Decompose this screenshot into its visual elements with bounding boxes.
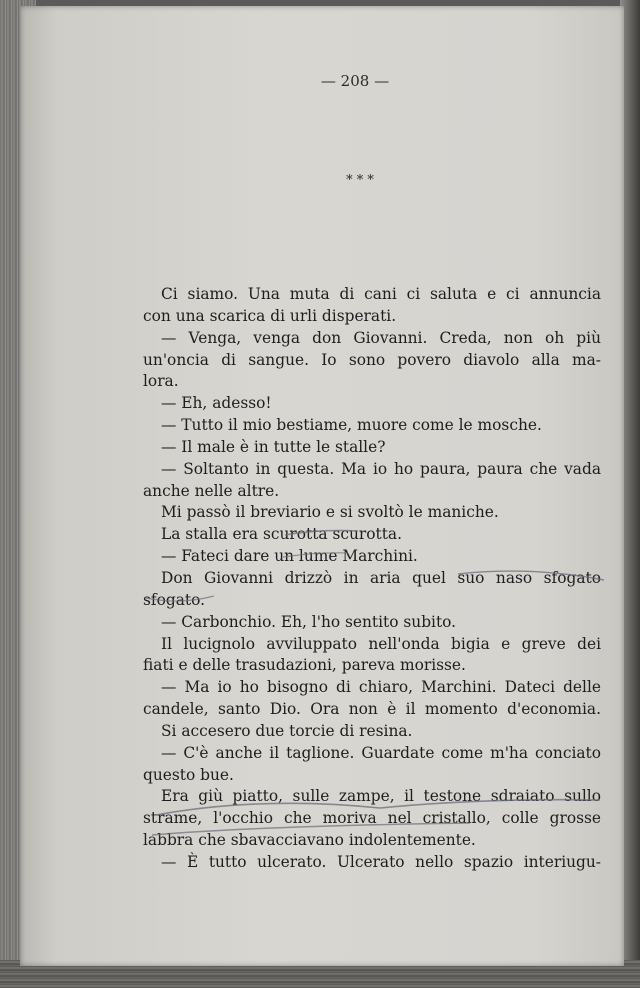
text-line: con una scarica di urli disperati. — [143, 306, 397, 325]
text-line: La stalla era scurotta scurotta. — [161, 525, 402, 544]
text-line: Mi passò il breviario e si svoltò le maniche. — [161, 503, 499, 522]
text-line: Si accesero due torcie di resina. — [161, 721, 413, 740]
text-line: Il lucignolo avviluppato nell'onda bigia e greve dei — [161, 634, 601, 653]
text-line: — Ma io ho bisogno di chiaro, Marchini. Dateci delle — [161, 678, 601, 697]
text-line: questo bue. — [143, 765, 234, 784]
section-separator: * * * — [346, 173, 374, 188]
text-line: — Il male è in tutte le stalle? — [161, 437, 386, 456]
text-line: — Tutto il mio bestiame, muore come le mosche. — [161, 416, 542, 435]
text-line: labbra che sbavacciavano indolentemente. — [143, 831, 476, 850]
text-line: anche nelle altre. — [143, 481, 280, 500]
text-line: — Carbonchio. Eh, l'ho sentito subito. — [161, 612, 457, 631]
text-line: un'oncia di sangue. Io sono povero diavolo alla ma- — [143, 350, 601, 369]
text-line: — C'è anche il taglione. Guardate come m'ha conciato — [161, 743, 601, 762]
text-line: — È tutto ulcerato. Ulcerato nello spazio interiugu- — [161, 852, 601, 871]
text-line: strame, l'occhio che moriva nel cristallo, colle grosse — [143, 809, 601, 828]
text-line: — Venga, venga don Giovanni. Creda, non oh più — [161, 328, 601, 347]
text-line: — Soltanto in questa. Ma io ho paura, paura che vada — [161, 459, 601, 478]
page-number: — 208 — — [320, 72, 390, 90]
text-line: Ci siamo. Una muta di cani ci saluta e ci annuncia — [161, 285, 601, 303]
text-line: sfogato. — [143, 590, 205, 609]
text-line: candele, santo Dio. Ora non è il momento d'economia. — [143, 700, 601, 719]
text-line: Don Giovanni drizzò in aria quel suo naso sfogato — [161, 568, 601, 587]
text-line: lora. — [143, 372, 179, 391]
text-line: Era giù piatto, sulle zampe, il testone sdraiato sullo — [161, 787, 601, 806]
text-line: — Eh, adesso! — [161, 394, 272, 413]
text-line: — Fateci dare un lume Marchini. — [161, 547, 418, 566]
body-text — [143, 284, 601, 874]
text-line: fiati e delle trasudazioni, pareva morisse. — [143, 656, 466, 675]
